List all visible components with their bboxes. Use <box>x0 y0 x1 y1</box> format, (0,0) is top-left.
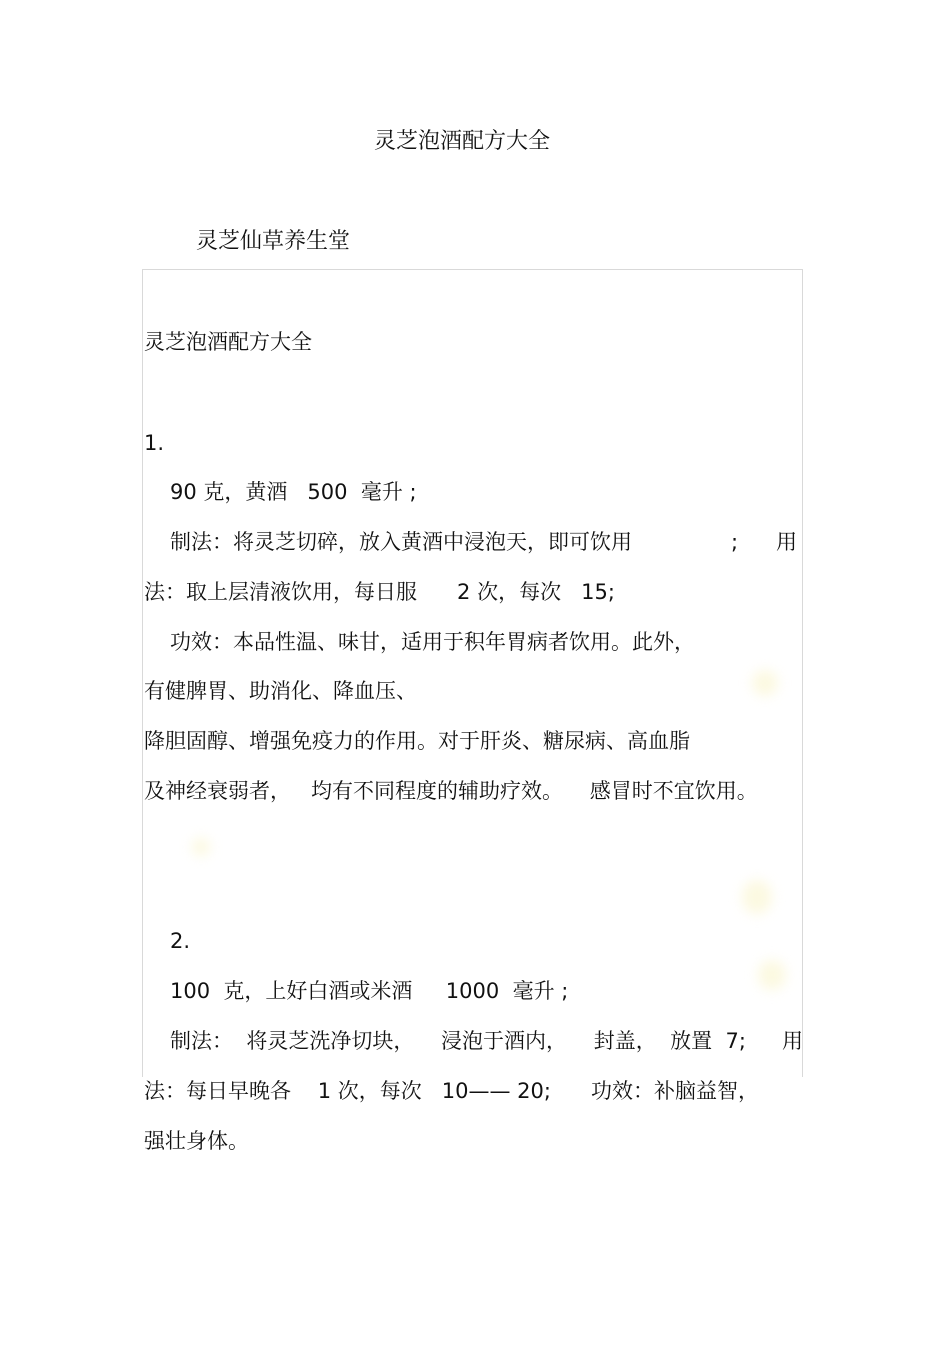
article-heading: 灵芝泡酒配方大全 <box>144 330 312 354</box>
recipe-2-number: 2. <box>170 929 191 953</box>
document-title: 灵芝泡酒配方大全 <box>374 129 551 154</box>
watermark-blot <box>192 838 210 856</box>
recipe-1-usage: 法：取上层清液饮用，每日服 2 次，每次 15; <box>144 580 615 604</box>
recipe-2-effect: 强壮身体。 <box>144 1129 249 1153</box>
recipe-2-usage: 法：每日早晚各 1 次，每次 10—— 20; 功效：补脑益智， <box>144 1079 760 1103</box>
recipe-1-effect-line-4: 及神经衰弱者， 均有不同程度的辅助疗效。 感冒时不宜饮用。 <box>144 779 758 803</box>
recipe-1-method-tail: 用 <box>776 530 797 554</box>
watermark-blot <box>742 880 772 914</box>
recipe-1-ingredients: 90 克，黄酒 500 毫升 ; <box>170 480 417 504</box>
source-name: 灵芝仙草养生堂 <box>196 229 351 254</box>
watermark-blot <box>752 670 778 696</box>
recipe-1-effect-line-2: 有健脾胃、助消化、降血压、 <box>144 679 417 703</box>
recipe-2-ingredients: 100 克，上好白酒或米酒 1000 毫升 ; <box>170 979 569 1003</box>
watermark-blot <box>758 960 786 990</box>
recipe-2-method-tail: 用 <box>782 1029 803 1053</box>
article-frame <box>142 269 803 1077</box>
recipe-1-effect-line-3: 降胆固醇、增强免疫力的作用。对于肝炎、糖尿病、高血脂 <box>144 729 690 753</box>
recipe-2-method: 制法： 将灵芝洗净切块， 浸泡于酒内， 封盖， 放置 7; <box>170 1029 746 1053</box>
recipe-1-method-semicolon: ; <box>731 530 739 554</box>
recipe-1-effect-line-1: 功效：本品性温、味甘，适用于积年胃病者饮用。此外， <box>170 630 695 654</box>
recipe-1-method: 制法：将灵芝切碎，放入黄酒中浸泡天，即可饮用 <box>170 530 632 554</box>
recipe-1-number: 1. <box>144 431 165 455</box>
